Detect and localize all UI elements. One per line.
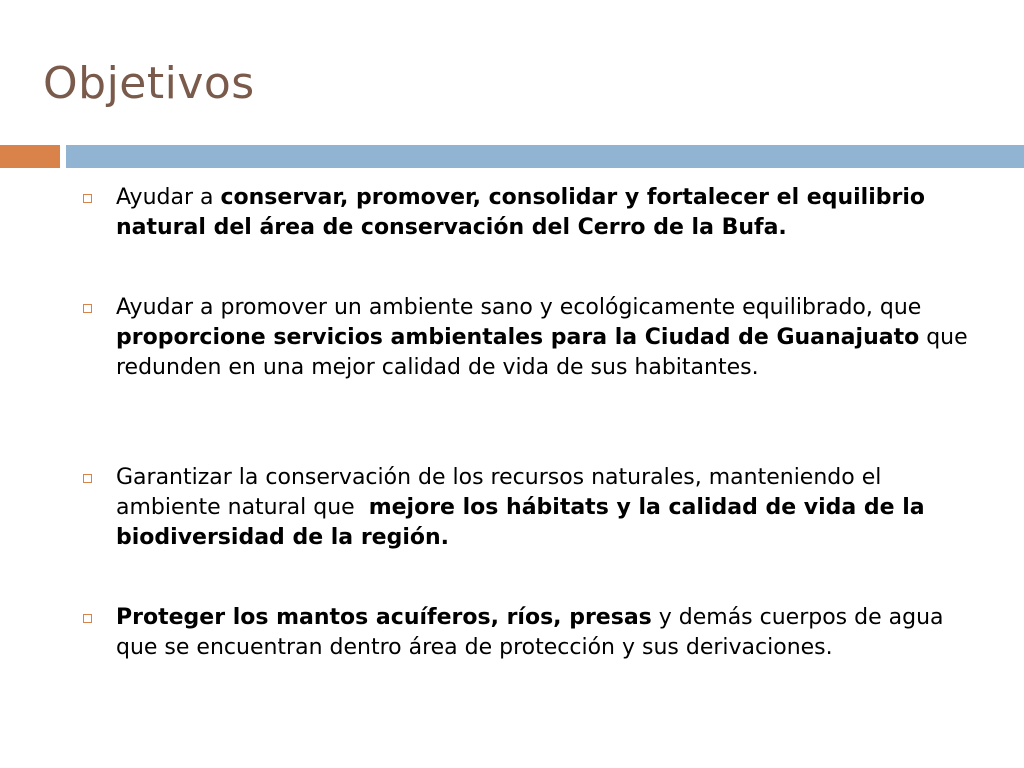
title-underline-bar xyxy=(66,145,1024,168)
bullet-item xyxy=(116,183,986,243)
bullet-item xyxy=(116,463,986,553)
slide-title: Objetivos xyxy=(43,58,255,109)
bullet-square-icon xyxy=(83,474,92,483)
bullet-text: y demás cuerpos de agua que se encuentran dentro área de protección y sus derivaciones. xyxy=(116,605,944,660)
bullet-text: Ayudar a xyxy=(116,185,221,210)
bullet-square-icon xyxy=(83,304,92,313)
bullet-square-icon xyxy=(83,194,92,203)
bullet-text: Garantizar la conservación de los recursos naturales, manteniendo el ambiente natural que xyxy=(116,465,889,520)
bullet-item xyxy=(116,293,986,383)
bullet-text-bold: proporcione servicios ambientales para la Ciudad de Guanajuato xyxy=(116,325,920,350)
bullet-text-bold: mejore los hábitats y la calidad de vida de la biodiversidad de la región. xyxy=(116,495,925,550)
bullet-text: que redunden en una mejor calidad de vida de sus habitantes. xyxy=(116,325,968,380)
bullet-text: Ayudar a promover un ambiente sano y ecológicamente equilibrado, que xyxy=(116,295,922,320)
bullet-square-icon xyxy=(83,614,92,623)
accent-bar xyxy=(0,145,60,168)
bullet-text-bold: conservar, promover, consolidar y fortalecer el equilibrio natural del área de conservación del Cerro de la Bufa. xyxy=(116,185,925,240)
bullet-text-bold: Proteger los mantos acuíferos, ríos, presas xyxy=(116,605,652,630)
bullet-item xyxy=(116,603,986,663)
